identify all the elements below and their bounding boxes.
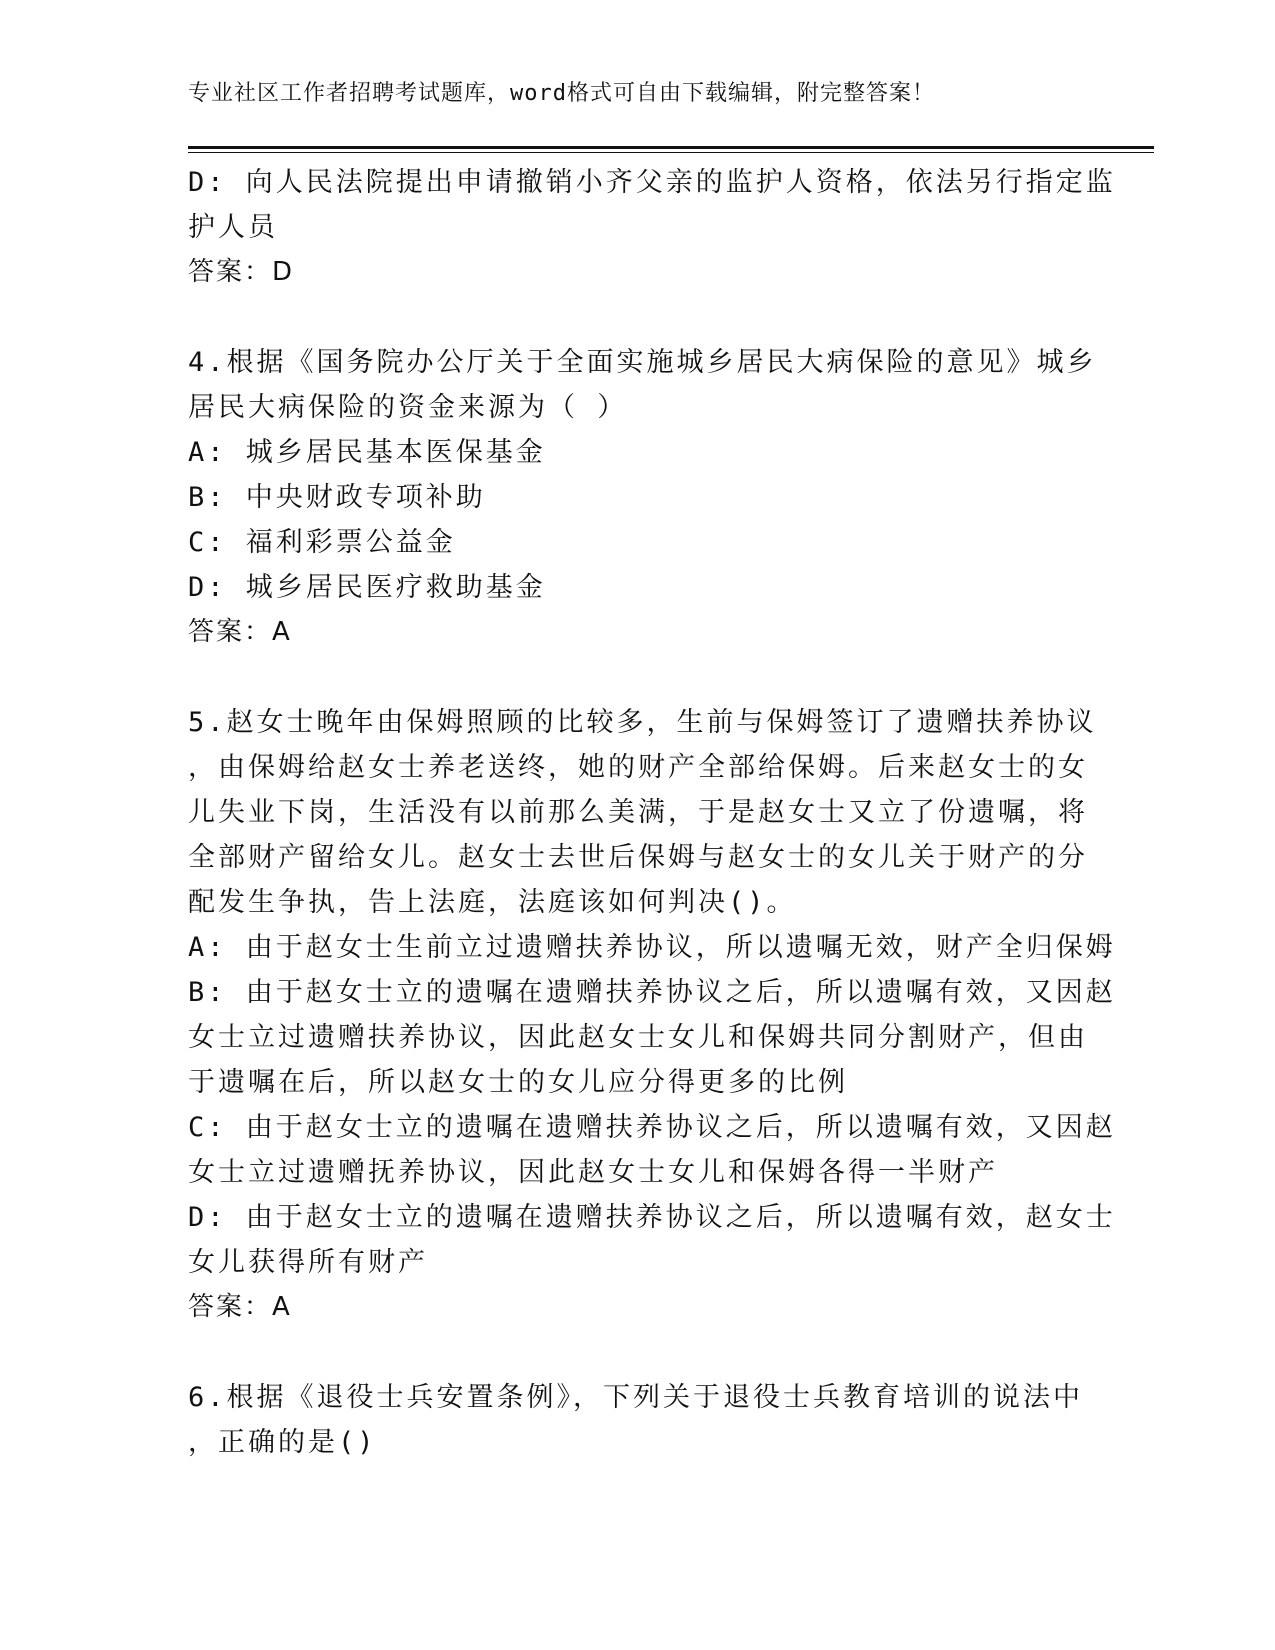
option-b-line-3: 于遗嘱在后，所以赵女士的女儿应分得更多的比例 — [188, 1067, 848, 1098]
option-d-line-1: D: 由于赵女士立的遗嘱在遗赠扶养协议之后，所以遗嘱有效，赵女士 — [188, 1202, 1116, 1233]
question-stem-line-3: 儿失业下岗，生活没有以前那么美满，于是赵女士又立了份遗嘱，将 — [188, 797, 1088, 828]
option-d-line-1: D: 向人民法院提出申请撤销小齐父亲的监护人资格，依法另行指定监 — [188, 167, 1116, 198]
question-4 — [188, 340, 1097, 655]
header-rule-thick — [188, 146, 1154, 149]
spacer — [188, 1330, 1088, 1375]
option-d-line-2: 女儿获得所有财产 — [188, 1247, 428, 1278]
option-a: A: 城乡居民基本医保基金 — [188, 437, 546, 468]
option-d: D: 城乡居民医疗救助基金 — [188, 572, 546, 603]
spacer — [188, 295, 1088, 340]
option-c-line-1: C: 由于赵女士立的遗嘱在遗赠扶养协议之后，所以遗嘱有效，又因赵 — [188, 1112, 1116, 1143]
question-stem-line-5: 配发生争执，告上法庭，法庭该如何判决()。 — [188, 887, 797, 918]
option-d-line-2: 护人员 — [188, 212, 278, 243]
spacer — [188, 655, 1088, 700]
question-5 — [188, 700, 1116, 1330]
question-stem-line-4: 全部财产留给女儿。赵女士去世后保姆与赵女士的女儿关于财产的分 — [188, 842, 1088, 873]
answer: 答案：D — [188, 257, 295, 287]
header-rule-thin — [188, 152, 1154, 153]
question-stem-line-2: ，正确的是() — [188, 1427, 377, 1458]
option-b-line-1: B: 由于赵女士立的遗嘱在遗赠扶养协议之后，所以遗嘱有效，又因赵 — [188, 977, 1116, 1008]
previous-question-tail — [188, 160, 1116, 295]
document-body — [188, 160, 1116, 1465]
question-6 — [188, 1375, 1088, 1465]
question-stem-line-1: 4.根据《国务院办公厅关于全面实施城乡居民大病保险的意见》城乡 — [188, 347, 1097, 378]
option-b: B: 中央财政专项补助 — [188, 482, 486, 513]
answer: 答案：A — [188, 1292, 292, 1322]
page-header: 专业社区工作者招聘考试题库，word格式可自由下载编辑，附完整答案！ — [188, 81, 935, 106]
question-stem-line-1: 5.赵女士晚年由保姆照顾的比较多，生前与保姆签订了遗赠扶养协议 — [188, 707, 1097, 738]
option-b-line-2: 女士立过遗赠扶养协议，因此赵女士女儿和保姆共同分割财产，但由 — [188, 1022, 1088, 1053]
question-stem-line-1: 6.根据《退役士兵安置条例》，下列关于退役士兵教育培训的说法中 — [188, 1382, 1084, 1413]
question-stem-line-2: 居民大病保险的资金来源为（ ） — [188, 392, 628, 423]
option-c: C: 福利彩票公益金 — [188, 527, 456, 558]
question-stem-line-2: ，由保姆给赵女士养老送终，她的财产全部给保姆。后来赵女士的女 — [188, 752, 1088, 783]
answer: 答案：A — [188, 617, 292, 647]
option-a: A: 由于赵女士生前立过遗赠扶养协议，所以遗嘱无效，财产全归保姆 — [188, 932, 1116, 963]
option-c-line-2: 女士立过遗赠抚养协议，因此赵女士女儿和保姆各得一半财产 — [188, 1157, 998, 1188]
